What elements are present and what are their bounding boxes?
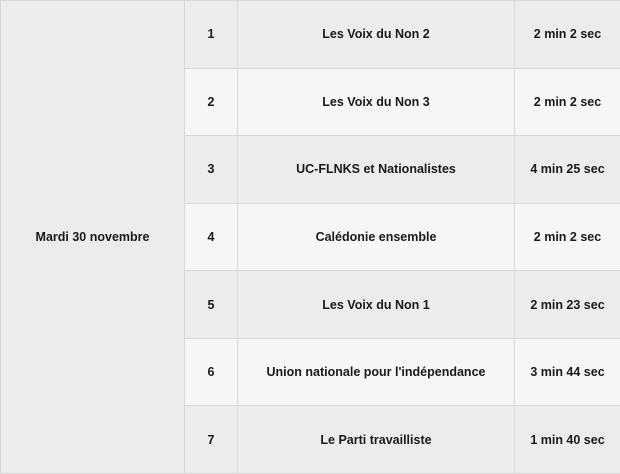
- row-duration: 1 min 40 sec: [515, 406, 620, 474]
- row-number: 2: [185, 68, 238, 136]
- schedule-table-body: [1, 1, 620, 474]
- row-number: 5: [185, 271, 238, 339]
- row-number: 6: [185, 338, 238, 406]
- row-duration: 2 min 23 sec: [515, 271, 620, 339]
- row-duration: 2 min 2 sec: [515, 68, 620, 136]
- table-row: [1, 1, 620, 69]
- row-number: 3: [185, 136, 238, 204]
- row-duration: 4 min 25 sec: [515, 136, 620, 204]
- row-title: UC-FLNKS et Nationalistes: [238, 136, 515, 204]
- row-title: Union nationale pour l'indépendance: [238, 338, 515, 406]
- row-title: Les Voix du Non 2: [238, 1, 515, 69]
- day-label-cell: Mardi 30 novembre: [1, 1, 185, 474]
- row-duration: 2 min 2 sec: [515, 203, 620, 271]
- row-title: Les Voix du Non 3: [238, 68, 515, 136]
- row-number: 1: [185, 1, 238, 69]
- row-title: Calédonie ensemble: [238, 203, 515, 271]
- row-duration: 3 min 44 sec: [515, 338, 620, 406]
- row-duration: 2 min 2 sec: [515, 1, 620, 69]
- row-number: 4: [185, 203, 238, 271]
- row-title: Le Parti travailliste: [238, 406, 515, 474]
- row-title: Les Voix du Non 1: [238, 271, 515, 339]
- row-number: 7: [185, 406, 238, 474]
